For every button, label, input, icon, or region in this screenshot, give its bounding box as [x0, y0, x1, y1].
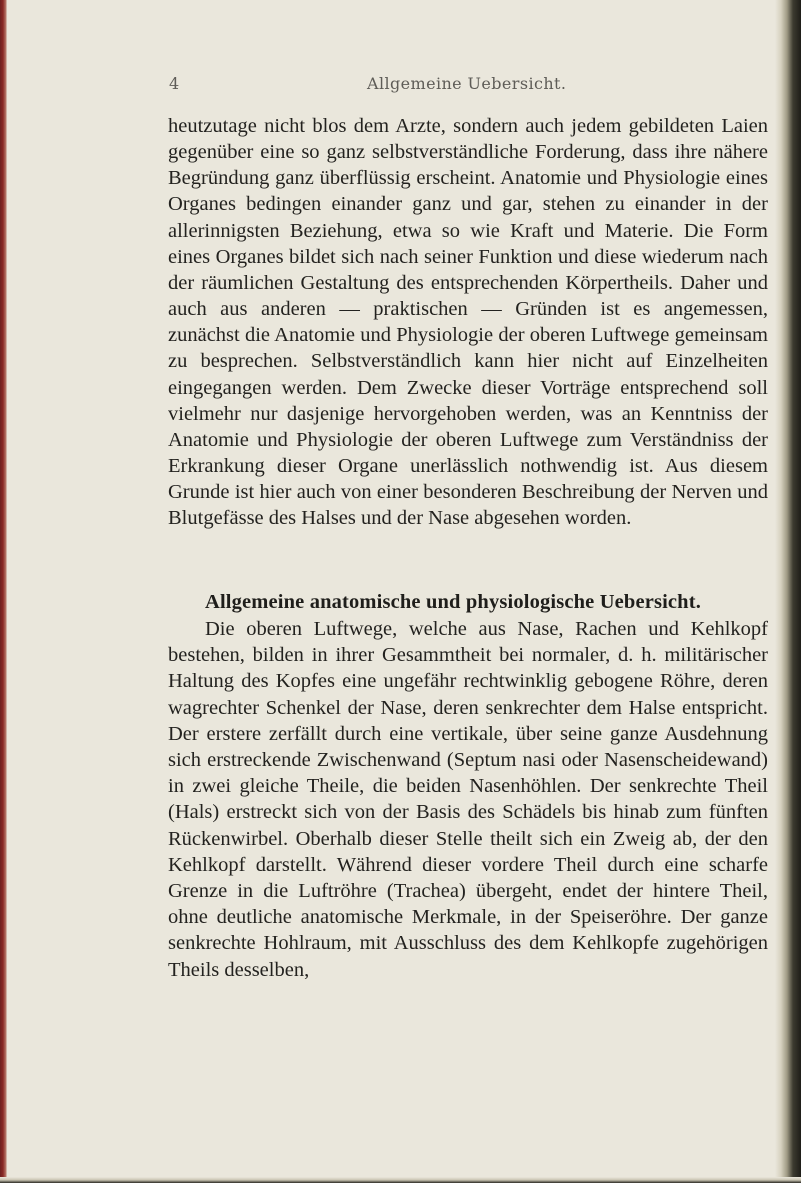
page-number: 4 [169, 74, 180, 93]
body-paragraph: Die oberen Luftwege, welche aus Nase, Rachen und Kehlkopf bestehen, bilden in ihrer Gesammtheit bei normaler, d. h. militärischer Haltung des Kopfes eine ungefähr rechtwinklig gebogene Röhre, deren wagrechter Schenkel der Nase, deren senkrechter dem Halse entspricht. Der erstere zerfällt durch eine vertikale, über seine ganze Ausdehnung sich erstreckende Zwischenwand (Septum nasi oder Nasenscheidewand) in zwei gleiche Theile, die beiden Nasenhöhlen. Der senkrechte Theil (Hals) erstreckt sich von der Basis des Schädels bis hinab zum fünften Rückenwirbel. Oberhalb dieser Stelle theilt sich ein Zweig ab, der den Kehlkopf darstellt. Während dieser vordere Theil durch eine scharfe Grenze in die Luftröhre (Trachea) übergeht, endet der hintere Theil, ohne deutliche anatomische Merkmale, in der Speiseröhre. Der ganze senkrechte Hohlraum, mit Ausschluss des dem Kehlkopfe zugehörigen Theils desselben, [168, 618, 768, 981]
body-paragraph: heutzutage nicht blos dem Arzte, sondern auch jedem gebildeten Laien gegenüber eine so ganz selbstverständliche Forderung, dass ihre nähere Begründung ganz überflüssig erscheint. Anatomie und Physiologie eines Organes bedingen einander ganz und gar, stehen zu einander in der allerinnigsten Beziehung, etwa so wie Kraft und Materie. Die Form eines Organes bildet sich nach seiner Funktion und diese wiederum nach der räumlichen Gestaltung des entsprechenden Körpertheils. Daher und auch aus anderen — praktischen — Gründen ist es angemessen, zunächst die Anatomie und Physiologie der oberen Luftwege gemeinsam zu besprechen. Selbstverständlich kann hier nicht auf Einzelheiten eingegangen werden. Dem Zwecke dieser Vorträge entsprechend soll vielmehr nur dasjenige hervorgehoben werden, was an Kenntniss der Anatomie und Physiologie der oberen Luftwege zum Verständniss der Erkrankung dieser Organe unerlässlich nothwendig ist. Aus diesem Grunde ist hier auch von einer besonderen Beschreibung der Nerven und Blutgefässe des Halses und der Nase abgesehen worden. [168, 115, 768, 530]
running-header [0, 74, 801, 100]
running-title: Allgemeine Uebersicht. [367, 74, 567, 93]
page-bottom-edge [0, 1177, 801, 1183]
page-binding-edge [0, 0, 7, 1183]
section-heading: Allgemeine anatomische und physiologische Uebersicht. [205, 591, 701, 613]
page-fore-edge [775, 0, 801, 1183]
